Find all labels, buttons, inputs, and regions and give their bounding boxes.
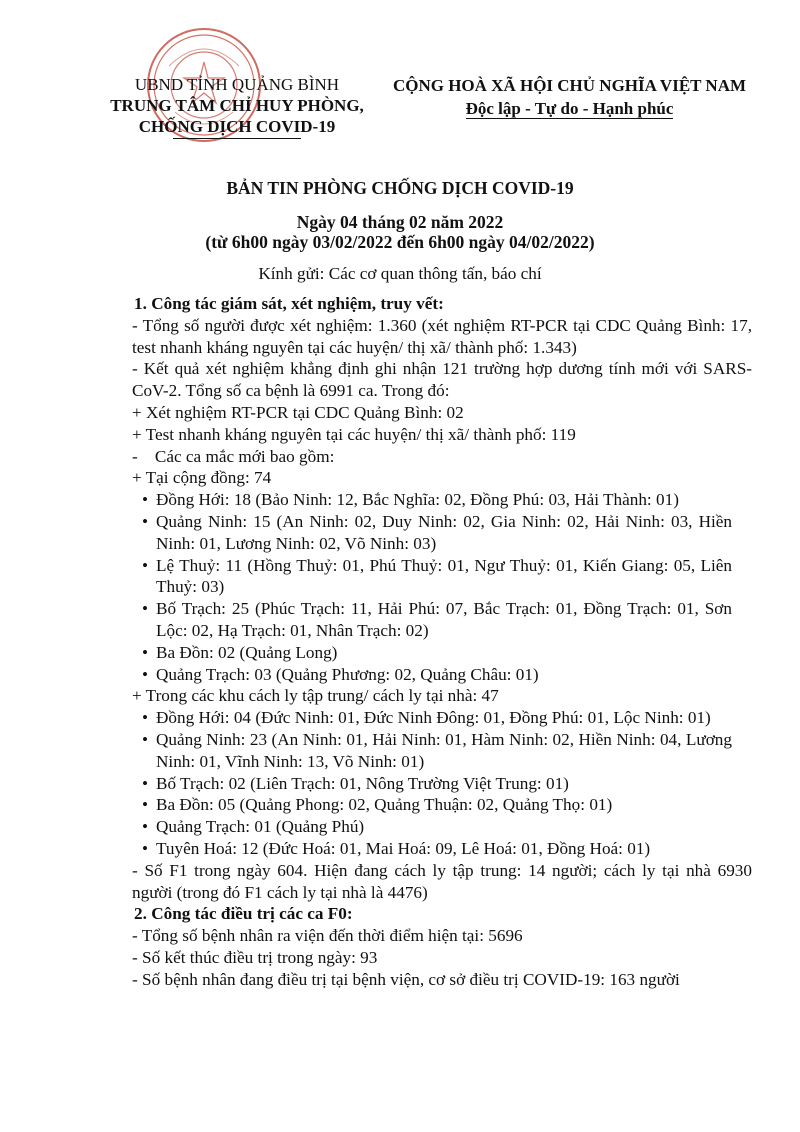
community-heading: + Tại cộng đồng: 74 — [132, 468, 272, 488]
discharged-line: - Tổng số bệnh nhân ra viện đến thời điểm hiện tại: 5696 — [132, 926, 523, 946]
list-item: • Quảng Ninh: 15 (An Ninh: 02, Duy Ninh: 02, Gia Ninh: 02, Hải Ninh: 03, Hiền Ninh: 01, Lương Ninh: 02, Võ Ninh: 03) — [142, 511, 732, 553]
issuer-province: UBND TỈNH QUẢNG BÌNH — [134, 75, 340, 94]
section-heading: 1. Công tác giám sát, xét nghiệm, truy vết: — [134, 294, 444, 313]
rapid-test-line: + Test nhanh kháng nguyên tại các huyện/ thị xã/ thành phố: 119 — [132, 424, 576, 444]
bullet-icon: • — [142, 838, 149, 858]
bullet-icon: • — [142, 729, 149, 749]
list-item: • Ba Đồn: 05 (Quảng Phong: 02, Quảng Thuận: 02, Quảng Thọ: 01) — [142, 795, 613, 815]
bulletin-title: BẢN TIN PHÒNG CHỐNG DỊCH COVID-19 — [226, 178, 574, 198]
bullet-icon: • — [142, 773, 149, 793]
rtpcr-line: + Xét nghiệm RT-PCR tại CDC Quảng Bình: 02 — [132, 402, 464, 422]
bulletin-date: Ngày 04 tháng 02 năm 2022 — [296, 212, 504, 232]
bullet-icon: • — [142, 599, 149, 619]
bullet-icon: • — [142, 817, 149, 837]
list-item: • Bố Trạch: 02 (Liên Trạch: 01, Nông Trường Việt Trung: 01) — [142, 773, 569, 793]
issuer-block — [92, 74, 382, 139]
bullet-icon: • — [142, 664, 149, 684]
completed-treatment-line: - Số kết thúc điều trị trong ngày: 93 — [132, 947, 378, 967]
list-item: • Quảng Ninh: 23 (An Ninh: 01, Hải Ninh: 01, Hàm Ninh: 02, Hiền Ninh: 04, Lương Ninh: 01, Vĩnh Ninh: 13, Võ Ninh: 01) — [142, 729, 732, 771]
issuer-agency: TRUNG TÂM CHỈ HUY PHÒNG, — [110, 96, 364, 115]
national-motto: Độc lập - Tự do - Hạnh phúc — [465, 99, 674, 118]
list-item: • Lệ Thuỷ: 11 (Hồng Thuỷ: 01, Phú Thuỷ: 01, Ngư Thuỷ: 01, Kiến Giang: 05, Liên Thuỷ: 03) — [142, 555, 732, 597]
section-heading: 2. Công tác điều trị các ca F0: — [134, 904, 353, 924]
bulletin-body — [112, 293, 752, 991]
new-cases-line: - Các ca mắc mới bao gồm: — [132, 446, 335, 466]
f1-paragraph: - Số F1 trong ngày 604. Hiện đang cách ly tập trung: 14 người; cách ly tại nhà 6930 người (trong đó F1 cách ly tại nhà là 4476) — [132, 860, 752, 902]
list-item: • Quảng Trạch: 01 (Quảng Phú) — [142, 817, 365, 837]
list-item: • Đồng Hới: 04 (Đức Ninh: 01, Đức Ninh Đông: 01, Đồng Phú: 01, Lộc Ninh: 01) — [142, 708, 711, 728]
issuer-underline — [173, 138, 301, 139]
bullet-icon: • — [142, 642, 149, 662]
list-item: • Quảng Trạch: 03 (Quảng Phương: 02, Quảng Châu: 01) — [142, 664, 539, 684]
bullet-icon: • — [142, 795, 149, 815]
bullet-icon: • — [142, 490, 149, 510]
list-item: • Ba Đồn: 02 (Quảng Long) — [142, 642, 338, 662]
bullet-icon: • — [142, 555, 149, 575]
national-heading — [392, 74, 747, 120]
in-treatment-line: - Số bệnh nhân đang điều trị tại bệnh viện, cơ sở điều trị COVID-19: 163 người — [132, 969, 680, 989]
quarantine-heading: + Trong các khu cách ly tập trung/ cách ly tại nhà: 47 — [132, 686, 499, 706]
tested-paragraph: - Tổng số người được xét nghiệm: 1.360 (xét nghiệm RT-PCR tại CDC Quảng Bình: 17, test nhanh kháng nguyên tại các huyện/ thị xã/ thành phố: 1.343) — [132, 315, 752, 357]
bullet-icon: • — [142, 708, 149, 728]
issuer-agency-cont: CHỐNG DỊCH COVID-19 — [138, 117, 336, 136]
list-item: • Tuyên Hoá: 12 (Đức Hoá: 01, Mai Hoá: 09, Lê Hoá: 01, Đồng Hoá: 01) — [142, 838, 651, 858]
bulletin-range: (từ 6h00 ngày 03/02/2022 đến 6h00 ngày 04/02/2022) — [205, 232, 595, 252]
country-name: CỘNG HOÀ XÃ HỘI CHỦ NGHĨA VIỆT NAM — [392, 76, 747, 95]
bullet-icon: • — [142, 511, 149, 531]
list-item: • Bố Trạch: 25 (Phúc Trạch: 11, Hải Phú: 07, Bắc Trạch: 01, Đồng Trạch: 01, Sơn Lộc: 02, Hạ Trạch: 01, Nhân Trạch: 02) — [142, 599, 732, 640]
recipient-line: Kính gửi: Các cơ quan thông tấn, báo chí — [258, 264, 542, 283]
results-paragraph: - Kết quả xét nghiệm khẳng định ghi nhận 121 trường hợp dương tính mới với SARS-CoV-2. Tổng số ca bệnh là 6991 ca. Trong đó: — [132, 359, 752, 401]
list-item: • Đồng Hới: 18 (Bảo Ninh: 12, Bắc Nghĩa: 02, Đồng Phú: 03, Hải Thành: 01) — [142, 490, 679, 510]
